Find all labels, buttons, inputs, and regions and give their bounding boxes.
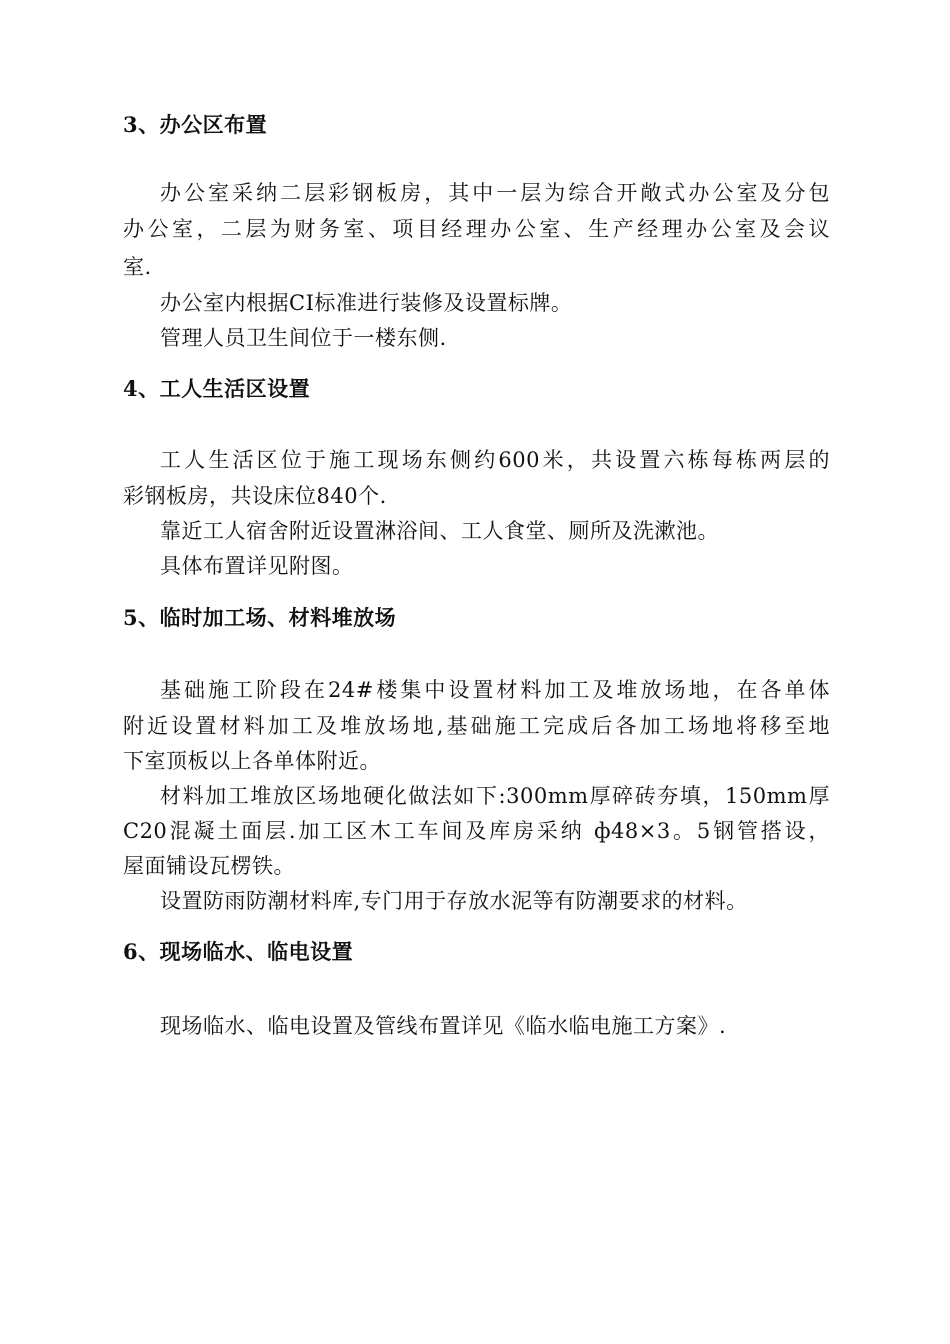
paragraph-line: 基础施工阶段在24#楼集中设置材料加工及堆放场地，在各单体 — [160, 678, 830, 702]
section-heading-5: 5、临时加工场、材料堆放场 — [123, 605, 397, 630]
paragraph-line: 办公室采纳二层彩钢板房，其中一层为综合开敞式办公室及分包 — [160, 181, 830, 205]
paragraph-line: 办公室内根据CI标准进行装修及设置标牌。 — [160, 291, 573, 315]
paragraph-line: 现场临水、临电设置及管线布置详见《临水临电施工方案》. — [160, 1014, 727, 1038]
paragraph-line: 材料加工堆放区场地硬化做法如下:300mm厚碎砖夯填，150mm厚 — [160, 784, 830, 808]
paragraph-line: 设置防雨防潮材料库,专门用于存放水泥等有防潮要求的材料。 — [160, 889, 748, 913]
paragraph-line: 室. — [123, 255, 152, 279]
paragraph-line: C20混凝土面层.加工区木工车间及库房采纳 ф48×3。5钢管搭设， — [123, 819, 830, 843]
section-heading-3: 3、办公区布置 — [123, 112, 268, 137]
paragraph-line: 管理人员卫生间位于一楼东侧. — [160, 326, 447, 350]
paragraph-line: 靠近工人宿舍附近设置淋浴间、工人食堂、厕所及洗漱池。 — [160, 519, 719, 543]
paragraph-line: 工人生活区位于施工现场东侧约600米，共设置六栋每栋两层的 — [160, 448, 830, 472]
paragraph-line: 具体布置详见附图。 — [160, 554, 354, 578]
paragraph-line: 办公室，二层为财务室、项目经理办公室、生产经理办公室及会议 — [123, 217, 830, 241]
section-heading-6: 6、现场临水、临电设置 — [123, 939, 354, 964]
paragraph-line: 屋面铺设瓦楞铁。 — [123, 854, 295, 878]
paragraph-line: 下室顶板以上各单体附近。 — [123, 749, 381, 773]
paragraph-line: 附近设置材料加工及堆放场地,基础施工完成后各加工场地将移至地 — [123, 714, 830, 738]
section-heading-4: 4、工人生活区设置 — [123, 376, 311, 401]
paragraph-line: 彩钢板房，共设床位840个. — [123, 484, 387, 508]
